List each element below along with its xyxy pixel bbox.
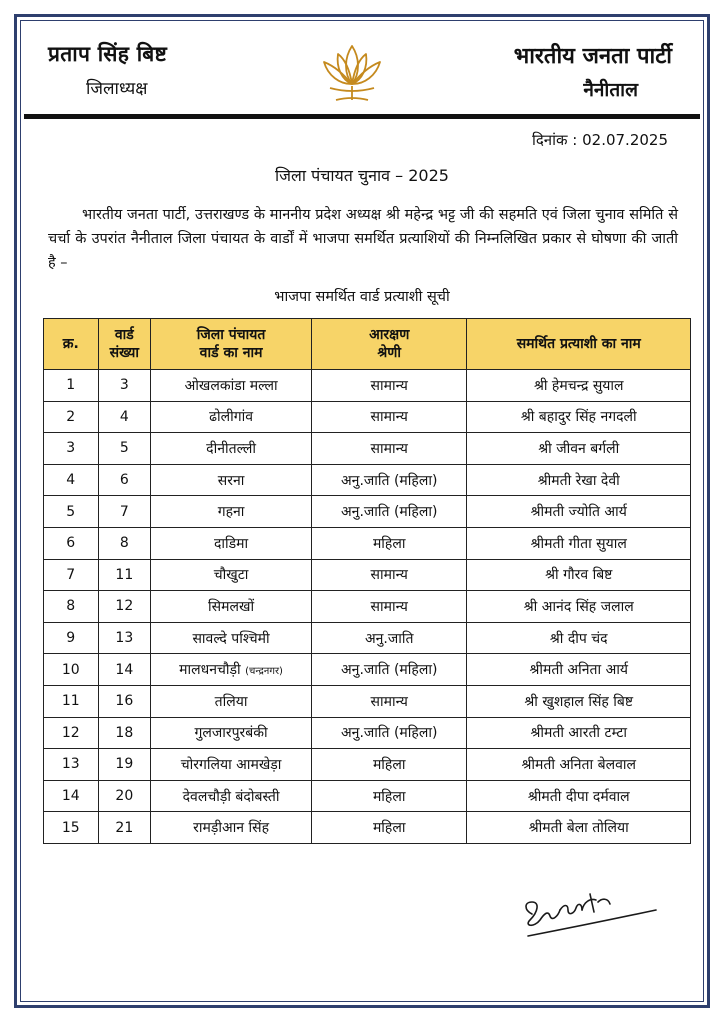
candidate-name-cell: श्री हेमचन्द्र सुयाल: [467, 370, 691, 402]
table-row: [44, 749, 691, 781]
candidate-table: [43, 318, 691, 844]
header-serial: क्र.: [44, 319, 99, 370]
header-ward-name: जिला पंचायत वार्ड का नाम: [151, 319, 312, 370]
candidate-name-cell: श्रीमती आरती टम्टा: [467, 717, 691, 749]
reservation-category-cell: सामान्य: [311, 401, 467, 433]
header-candidate-name: समर्थित प्रत्याशी का नाम: [467, 319, 691, 370]
letter-date: दिनांक : 02.07.2025: [531, 131, 668, 149]
ward-name-note: (चन्द्रनगर): [245, 666, 283, 678]
ward-name-cell: देवलचौड़ी बंदोबस्ती: [151, 780, 312, 812]
reservation-category-cell: महिला: [311, 812, 467, 844]
serial-cell: 15: [44, 812, 99, 844]
letterhead-right: [514, 40, 672, 102]
candidate-name-cell: श्री खुशहाल सिंह बिष्ट: [467, 685, 691, 717]
table-row: [44, 559, 691, 591]
ward-number-cell: 19: [98, 749, 151, 781]
ward-number-cell: 5: [98, 433, 151, 465]
serial-cell: 9: [44, 622, 99, 654]
reservation-category-cell: महिला: [311, 780, 467, 812]
ward-name-cell: चोरगलिया आमखेड़ा: [151, 749, 312, 781]
serial-cell: 11: [44, 685, 99, 717]
ward-name-cell: गहना: [151, 496, 312, 528]
table-row: [44, 654, 691, 686]
reservation-category-cell: अनु.जाति (महिला): [311, 654, 467, 686]
candidate-name-cell: श्री आनंद सिंह जलाल: [467, 591, 691, 623]
lotus-icon: [316, 40, 388, 104]
table-row: [44, 812, 691, 844]
ward-number-cell: 4: [98, 401, 151, 433]
reservation-category-cell: सामान्य: [311, 685, 467, 717]
ward-number-cell: 13: [98, 622, 151, 654]
table-row: [44, 401, 691, 433]
ward-number-cell: 18: [98, 717, 151, 749]
table-row: [44, 685, 691, 717]
candidate-name-cell: श्रीमती दीपा दर्मवाल: [467, 780, 691, 812]
table-row: [44, 433, 691, 465]
candidate-name-cell: श्रीमती अनिता आर्य: [467, 654, 691, 686]
header-reservation-category: आरक्षण श्रेणी: [311, 319, 467, 370]
candidate-name-cell: श्रीमती अनिता बेलवाल: [467, 749, 691, 781]
ward-name-cell: सिमलखों: [151, 591, 312, 623]
header-divider: [24, 114, 700, 119]
reservation-category-cell: सामान्य: [311, 559, 467, 591]
ward-name-cell: मालधनचौड़ी (चन्द्रनगर): [151, 654, 312, 686]
announcement-paragraph: भारतीय जनता पार्टी, उत्तराखण्ड के माननीय प्रदेश अध्यक्ष श्री महेन्द्र भट्ट जी की सहमति एवं जिला चुनाव समिति से चर्चा के उपरांत नैनीताल जिला पंचायत के वार्डों में भाजपा समर्थित प्रत्याशियों की निम्नलिखित प्रकार से घोषणा की जाती है –: [48, 207, 678, 271]
ward-name-cell: दाडिमा: [151, 527, 312, 559]
document-title: जिला पंचायत चुनाव – 2025: [275, 166, 449, 185]
reservation-category-cell: सामान्य: [311, 370, 467, 402]
reservation-category-cell: सामान्य: [311, 433, 467, 465]
ward-name-cell: सावल्दे पश्चिमी: [151, 622, 312, 654]
ward-number-cell: 6: [98, 464, 151, 496]
serial-cell: 6: [44, 527, 99, 559]
table-row: [44, 622, 691, 654]
reservation-category-cell: अनु.जाति: [311, 622, 467, 654]
serial-cell: 4: [44, 464, 99, 496]
ward-number-cell: 3: [98, 370, 151, 402]
serial-cell: 13: [44, 749, 99, 781]
ward-number-cell: 8: [98, 527, 151, 559]
ward-number-cell: 14: [98, 654, 151, 686]
letterhead-left: [48, 40, 167, 99]
table-row: [44, 780, 691, 812]
header-ward-number: वार्ड संख्या: [98, 319, 151, 370]
district-name: नैनीताल: [583, 79, 638, 101]
party-name: भारतीय जनता पार्टी: [513, 44, 672, 69]
ward-number-cell: 7: [98, 496, 151, 528]
reservation-category-cell: महिला: [311, 527, 467, 559]
candidate-name-cell: श्रीमती गीता सुयाल: [467, 527, 691, 559]
ward-name-cell: सरना: [151, 464, 312, 496]
serial-cell: 12: [44, 717, 99, 749]
candidate-name-cell: श्रीमती रेखा देवी: [467, 464, 691, 496]
ward-name-cell: ढोलीगांव: [151, 401, 312, 433]
reservation-category-cell: अनु.जाति (महिला): [311, 464, 467, 496]
ward-number-cell: 12: [98, 591, 151, 623]
ward-name-cell: ओखलकांडा मल्ला: [151, 370, 312, 402]
sender-role: जिलाध्यक्ष: [86, 79, 148, 99]
table-row: [44, 591, 691, 623]
table-row: [44, 527, 691, 559]
serial-cell: 5: [44, 496, 99, 528]
candidate-name-cell: श्री जीवन बर्गली: [467, 433, 691, 465]
ward-name-cell: दीनीतल्ली: [151, 433, 312, 465]
candidate-name-cell: श्रीमती ज्योति आर्य: [467, 496, 691, 528]
serial-cell: 10: [44, 654, 99, 686]
candidate-name-cell: श्री बहादुर सिंह नगदली: [467, 401, 691, 433]
ward-name-cell: चौखुटा: [151, 559, 312, 591]
table-header-row: [44, 319, 691, 370]
candidate-name-cell: श्री गौरव बिष्ट: [467, 559, 691, 591]
table-row: [44, 370, 691, 402]
ward-name-cell: तलिया: [151, 685, 312, 717]
list-title: भाजपा समर्थित वार्ड प्रत्याशी सूची: [274, 289, 450, 305]
ward-name-cell: रामड़ीआन सिंह: [151, 812, 312, 844]
serial-cell: 14: [44, 780, 99, 812]
ward-number-cell: 11: [98, 559, 151, 591]
serial-cell: 2: [44, 401, 99, 433]
candidate-name-cell: श्रीमती बेला तोलिया: [467, 812, 691, 844]
ward-number-cell: 20: [98, 780, 151, 812]
ward-number-cell: 16: [98, 685, 151, 717]
serial-cell: 1: [44, 370, 99, 402]
reservation-category-cell: अनु.जाति (महिला): [311, 496, 467, 528]
sender-name: प्रताप सिंह बिष्ट: [48, 42, 168, 66]
table-row: [44, 717, 691, 749]
table-row: [44, 464, 691, 496]
serial-cell: 8: [44, 591, 99, 623]
ward-name-cell: गुलजारपुरबंकी: [151, 717, 312, 749]
reservation-category-cell: अनु.जाति (महिला): [311, 717, 467, 749]
reservation-category-cell: सामान्य: [311, 591, 467, 623]
candidate-name-cell: श्री दीप चंद: [467, 622, 691, 654]
ward-number-cell: 21: [98, 812, 151, 844]
reservation-category-cell: महिला: [311, 749, 467, 781]
serial-cell: 7: [44, 559, 99, 591]
serial-cell: 3: [44, 433, 99, 465]
table-row: [44, 496, 691, 528]
signature-icon: [510, 880, 660, 944]
